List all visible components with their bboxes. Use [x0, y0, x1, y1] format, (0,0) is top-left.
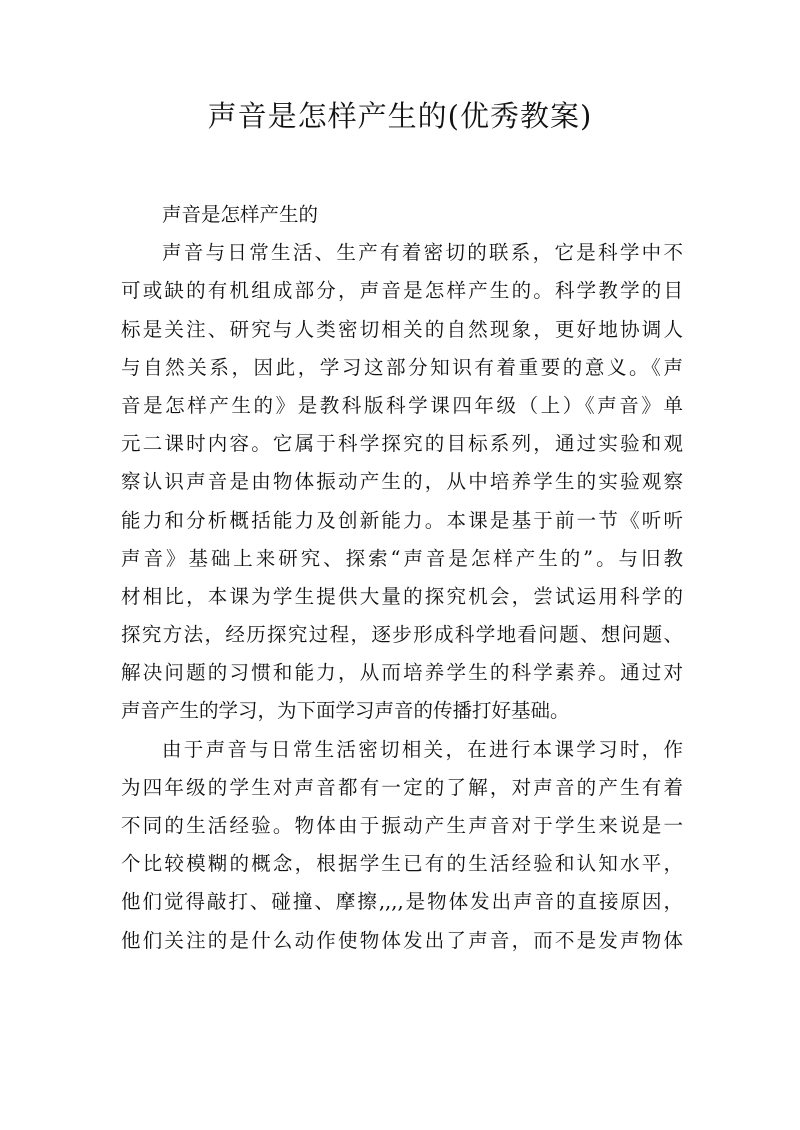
paragraph-line: 声音与日常生活、生产有着密切的联系，它是科学中不 — [162, 241, 683, 265]
paragraph-2 — [121, 731, 683, 960]
paragraph-line: 解决问题的习惯和能力，从而培养学生的科学素养。通过对 — [121, 661, 683, 685]
paragraph-line: 声音产生的学习，为下面学习声音的传播打好基础。 — [121, 699, 570, 723]
paragraph-line: 元二课时内容。它属于科学探究的目标系列，通过实验和观 — [121, 432, 683, 456]
paragraph-line: 声音》基础上来研究、探索“声音是怎样产生的”。与旧教 — [121, 546, 683, 570]
paragraph-line: 标是关注、研究与人类密切相关的自然现象，更好地协调人 — [121, 317, 683, 341]
paragraph-line: 由于声音与日常生活密切相关，在进行本课学习时，作 — [162, 737, 683, 761]
paragraph-1 — [121, 234, 683, 730]
paragraph-line: 察认识声音是由物体振动产生的，从中培养学生的实验观察 — [121, 470, 683, 494]
document-title: 声音是怎样产生的(优秀教案) — [207, 99, 593, 133]
paragraph-line: 可或缺的有机组成部分，声音是怎样产生的。科学教学的目 — [121, 279, 683, 303]
paragraph-line: 他们觉得敲打、碰撞、摩擦,,,,是物体发出声音的直接原因， — [121, 890, 683, 914]
paragraph-line: 探究方法，经历探究过程，逐步形成科学地看问题、想问题、 — [121, 623, 683, 647]
paragraph-line: 为四年级的学生对声音都有一定的了解，对声音的产生有着 — [121, 775, 683, 799]
paragraph-line: 他们关注的是什么动作使物体发出了声音，而不是发声物体 — [121, 928, 683, 952]
paragraph-line: 音是怎样产生的》是教科版科学课四年级（上）《声音》单 — [121, 393, 683, 417]
paragraph-line: 与自然关系，因此，学习这部分知识有着重要的意义。《声 — [121, 355, 683, 379]
paragraph-line: 个比较模糊的概念，根据学生已有的生活经验和认知水平， — [121, 852, 683, 876]
paragraph-line: 材相比，本课为学生提供大量的探究机会，尝试运用科学的 — [121, 584, 683, 608]
paragraph-line: 不同的生活经验。物体由于振动产生声音对于学生来说是一 — [121, 814, 683, 837]
paragraph-line: 能力和分析概括能力及创新能力。本课是基于前一节《听听 — [121, 508, 683, 532]
subheading: 声音是怎样产生的 — [162, 203, 319, 226]
document-body — [121, 196, 683, 960]
